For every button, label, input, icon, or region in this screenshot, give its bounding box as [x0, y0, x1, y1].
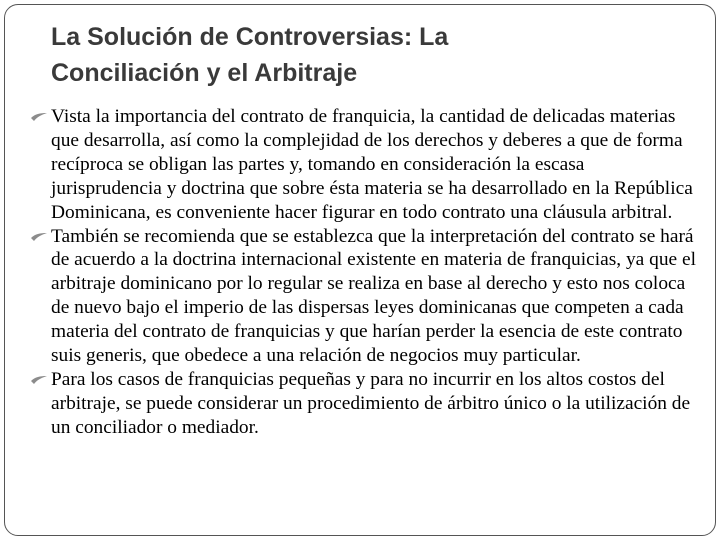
bullet-text: Para los casos de franquicias pequeñas y para no incurrir en los altos costos del arbitraje, se puede considerar un procedimiento de árbitro único o la utilización de un conciliador o mediador. — [51, 368, 691, 438]
swoosh-bullet-icon — [29, 225, 49, 249]
bullet-list — [29, 105, 699, 440]
bullet-item — [29, 368, 699, 440]
title-line-1: La Solución de Controversias: La — [51, 23, 449, 51]
slide-title — [51, 19, 691, 91]
swoosh-bullet-icon — [29, 368, 49, 392]
title-line-2: Conciliación y el Arbitraje — [51, 59, 358, 87]
swoosh-bullet-icon — [29, 105, 49, 129]
bullet-item — [29, 105, 699, 225]
bullet-text: Vista la importancia del contrato de franquicia, la cantidad de delicadas materias que desarrolla, así como la complejidad de los derechos y deberes a que de forma recíproca se obligan las partes y, tomando en consideración la escasa jurisprudencia y doctrina que sobre ésta materia se ha desarrollado en la República Dominicana, es conveniente hacer figurar en todo contrato una cláusula arbitral. — [51, 106, 693, 223]
bullet-item — [29, 225, 699, 368]
bullet-text: También se recomienda que se establezca que la interpretación del contrato se hará de acuerdo a la doctrina internacional existente en materia de franquicias, ya que el arbitraje dominicano por lo regular se realiza en base al derecho y esto nos coloca de nuevo bajo el imperio de las dispersas leyes dominicanas que competen a cada materia del contrato de franquicias y que harían perder la esencia de este contrato suis generis, que obedece a una relación de negocios muy particular. — [51, 225, 696, 367]
slide — [4, 4, 716, 536]
